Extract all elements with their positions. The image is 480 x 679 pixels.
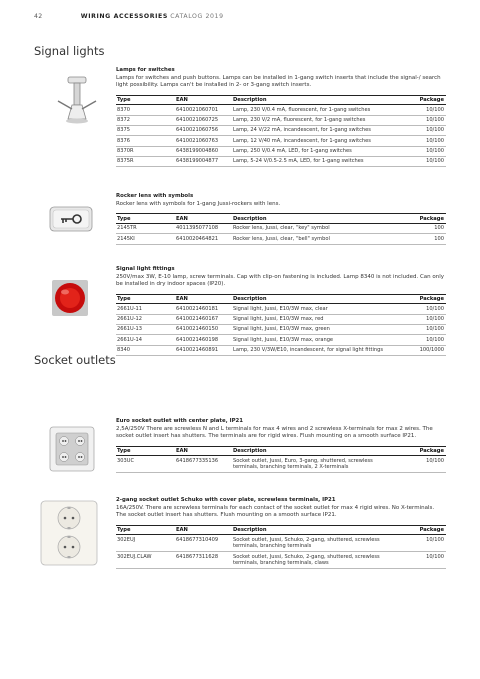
column-header-description: Description bbox=[232, 214, 395, 223]
cell-ean: 6418677335136 bbox=[175, 456, 232, 473]
column-header-description: Description bbox=[232, 525, 395, 534]
product-table bbox=[116, 294, 446, 356]
table-row bbox=[116, 146, 446, 156]
cell-description: Rocker lens, Jussi, clear, "key" symbol bbox=[232, 223, 395, 233]
table-row bbox=[116, 105, 446, 115]
cell-ean: 6410021460891 bbox=[175, 345, 232, 355]
cell-ean: 6418677310409 bbox=[175, 535, 232, 552]
cell-description: Lamp, 230 V/0.4 mA, fluorescent, for 1-gang switches bbox=[232, 105, 395, 115]
column-header-type: Type bbox=[116, 95, 175, 104]
product-table bbox=[116, 446, 446, 473]
column-header-description: Description bbox=[232, 446, 395, 455]
column-header-type: Type bbox=[116, 446, 175, 455]
cell-type: 302EUJ bbox=[116, 535, 175, 552]
cell-ean: 6410021060701 bbox=[175, 105, 232, 115]
cell-package: 10/100 bbox=[395, 157, 446, 167]
cell-type: 8340 bbox=[116, 345, 175, 355]
product-table bbox=[116, 95, 446, 168]
cell-ean: 6438199004860 bbox=[175, 146, 232, 156]
cell-ean: 6410021460181 bbox=[175, 304, 232, 314]
cell-package: 100 bbox=[395, 223, 446, 233]
lamp-for-switch-image bbox=[50, 75, 104, 125]
cell-type: 2661U-12 bbox=[116, 314, 175, 324]
signal-light-fitting-image bbox=[50, 278, 90, 318]
column-header-package: Package bbox=[395, 214, 446, 223]
product-title: Lamps for switches bbox=[116, 67, 175, 73]
table-row bbox=[116, 314, 446, 324]
table-row bbox=[116, 456, 446, 473]
cell-package: 10/100 bbox=[395, 136, 446, 146]
cell-description: Lamp, 230 V/3W/E10, incandescent, for signal light fittings bbox=[232, 345, 395, 355]
section-title-signal-lights: Signal lights bbox=[34, 44, 105, 58]
cell-description: Signal light, Jussi, E10/3W max, clear bbox=[232, 304, 395, 314]
catalog-subtitle: CATALOG 2019 bbox=[170, 13, 224, 20]
cell-type: 8370 bbox=[116, 105, 175, 115]
column-header-package: Package bbox=[395, 446, 446, 455]
catalog-title: WIRING ACCESSORIES bbox=[80, 13, 168, 20]
table-row bbox=[116, 324, 446, 334]
product-description: 16A/250V. There are screwless terminals for each contact of the socket outlet for max 4 rigid wires. No X-terminals. The socket outlet insert has shutters. Flush mounting on a smooth surface IP21. bbox=[116, 505, 435, 519]
product-block-rocker-lens bbox=[116, 193, 446, 245]
cell-ean: 6410021460167 bbox=[175, 314, 232, 324]
cell-description: Socket outlet, Jussi, Schuko, 2-gang, shuttered, screwless terminals, branching terminals, claws bbox=[232, 552, 395, 569]
product-description: 2,5A/250V There are screwless N and L terminals for max 4 wires and 2 screwless X-terminals for max 2 wires. The socket outlet insert has shutters. The terminals are for rigid wires. Flush mounting on a smooth surface IP21. bbox=[116, 426, 433, 440]
cell-description: Signal light, Jussi, E10/3W max, red bbox=[232, 314, 395, 324]
column-header-type: Type bbox=[116, 525, 175, 534]
column-header-ean: EAN bbox=[175, 214, 232, 223]
column-header-package: Package bbox=[395, 95, 446, 104]
product-description: Rocker lens with symbols for 1-gang Jussi-rockers with lens. bbox=[116, 201, 281, 207]
column-header-ean: EAN bbox=[175, 294, 232, 303]
product-title: Signal light fittings bbox=[116, 266, 175, 272]
product-table bbox=[116, 213, 446, 244]
table-row bbox=[116, 335, 446, 345]
cell-package: 10/100 bbox=[395, 456, 446, 473]
product-block-schuko-socket bbox=[116, 497, 446, 569]
column-header-type: Type bbox=[116, 294, 175, 303]
cell-package: 10/100 bbox=[395, 335, 446, 345]
product-title: 2-gang socket outlet Schuko with cover plate, screwless terminals, IP21 bbox=[116, 497, 336, 503]
euro-socket-outlet-image bbox=[49, 426, 95, 472]
cell-type: 8375R bbox=[116, 157, 175, 167]
cell-ean: 6410021060763 bbox=[175, 136, 232, 146]
cell-ean: 4011395077108 bbox=[175, 223, 232, 233]
cell-type: 8375 bbox=[116, 125, 175, 135]
cell-package: 10/100 bbox=[395, 314, 446, 324]
cell-package: 10/100 bbox=[395, 105, 446, 115]
product-title: Euro socket outlet with center plate, IP21 bbox=[116, 418, 244, 424]
cell-description: Signal light, Jussi, E10/3W max, orange bbox=[232, 335, 395, 345]
cell-ean: 6410021460150 bbox=[175, 324, 232, 334]
cell-description: Lamp, 5-24 V/0.5-2.5 mA, LED, for 1-gang switches bbox=[232, 157, 395, 167]
cell-package: 10/100 bbox=[395, 146, 446, 156]
cell-description: Signal light, Jussi, E10/3W max, green bbox=[232, 324, 395, 334]
schuko-socket-outlet-image bbox=[40, 500, 98, 566]
table-row bbox=[116, 345, 446, 355]
cell-type: 2661U-11 bbox=[116, 304, 175, 314]
table-row bbox=[116, 125, 446, 135]
table-row bbox=[116, 304, 446, 314]
page-header bbox=[34, 13, 224, 20]
table-row bbox=[116, 157, 446, 167]
product-block-euro-socket bbox=[116, 418, 446, 473]
cell-description: Lamp, 250 V/0.4 mA, LED, for 1-gang switches bbox=[232, 146, 395, 156]
column-header-ean: EAN bbox=[175, 446, 232, 455]
cell-ean: 6418677311628 bbox=[175, 552, 232, 569]
column-header-description: Description bbox=[232, 95, 395, 104]
table-row bbox=[116, 136, 446, 146]
cell-type: 8376 bbox=[116, 136, 175, 146]
product-table bbox=[116, 525, 446, 569]
cell-package: 10/100 bbox=[395, 552, 446, 569]
product-block-signal-light-fittings bbox=[116, 266, 446, 356]
cell-description: Lamp, 24 V/22 mA, incandescent, for 1-gang switches bbox=[232, 125, 395, 135]
cell-package: 10/100 bbox=[395, 125, 446, 135]
column-header-description: Description bbox=[232, 294, 395, 303]
cell-description: Rocker lens, Jussi, clear, "bell" symbol bbox=[232, 234, 395, 244]
column-header-ean: EAN bbox=[175, 525, 232, 534]
cell-ean: 6410021060725 bbox=[175, 115, 232, 125]
cell-type: 2145KI bbox=[116, 234, 175, 244]
cell-type: 2661U-13 bbox=[116, 324, 175, 334]
column-header-package: Package bbox=[395, 294, 446, 303]
cell-ean: 6410021060756 bbox=[175, 125, 232, 135]
table-row bbox=[116, 552, 446, 569]
cell-type: 2145TR bbox=[116, 223, 175, 233]
cell-description: Lamp, 12 V/40 mA, incandescent, for 1-gang switches bbox=[232, 136, 395, 146]
cell-ean: 6410021460198 bbox=[175, 335, 232, 345]
rocker-lens-key-image bbox=[49, 206, 93, 232]
cell-package: 10/100 bbox=[395, 535, 446, 552]
table-row bbox=[116, 234, 446, 244]
product-block-lamps bbox=[116, 67, 446, 167]
cell-package: 10/100 bbox=[395, 304, 446, 314]
cell-package: 100/1000 bbox=[395, 345, 446, 355]
table-row bbox=[116, 535, 446, 552]
cell-package: 10/100 bbox=[395, 115, 446, 125]
column-header-type: Type bbox=[116, 214, 175, 223]
cell-description: Socket outlet, Jussi, Schuko, 2-gang, shuttered, screwless terminals, branching terminals bbox=[232, 535, 395, 552]
cell-type: 8372 bbox=[116, 115, 175, 125]
table-row bbox=[116, 223, 446, 233]
section-title-socket-outlets: Socket outlets bbox=[34, 353, 116, 367]
column-header-package: Package bbox=[395, 525, 446, 534]
cell-type: 2661U-14 bbox=[116, 335, 175, 345]
product-description: Lamps for switches and push buttons. Lamps can be installed in 1-gang switch inserts that include the signal-/ search light possibility. Lamps can't be installed in 2- or 3-gang switch inserts. bbox=[116, 75, 441, 89]
product-description: 250V/max 3W, E-10 lamp, screw terminals. Cap with clip-on fastening is included. Lamp 8340 is not included. Can only be installed in dry indoor spaces (IP20). bbox=[116, 274, 445, 288]
page-number: 42 bbox=[34, 13, 43, 20]
table-row bbox=[116, 115, 446, 125]
cell-description: Socket outlet, Jussi, Euro, 3-gang, shuttered, screwless terminals, branching terminals, 2 X-terminals bbox=[232, 456, 395, 473]
column-header-ean: EAN bbox=[175, 95, 232, 104]
cell-package: 100 bbox=[395, 234, 446, 244]
cell-ean: 6410020464821 bbox=[175, 234, 232, 244]
cell-package: 10/100 bbox=[395, 324, 446, 334]
cell-ean: 6438199004877 bbox=[175, 157, 232, 167]
cell-type: 303UC bbox=[116, 456, 175, 473]
cell-description: Lamp, 230 V/2 mA, fluorescent, for 1-gang switches bbox=[232, 115, 395, 125]
cell-type: 302EUJ.CLAW bbox=[116, 552, 175, 569]
cell-type: 8370R bbox=[116, 146, 175, 156]
product-title: Rocker lens with symbols bbox=[116, 193, 194, 199]
